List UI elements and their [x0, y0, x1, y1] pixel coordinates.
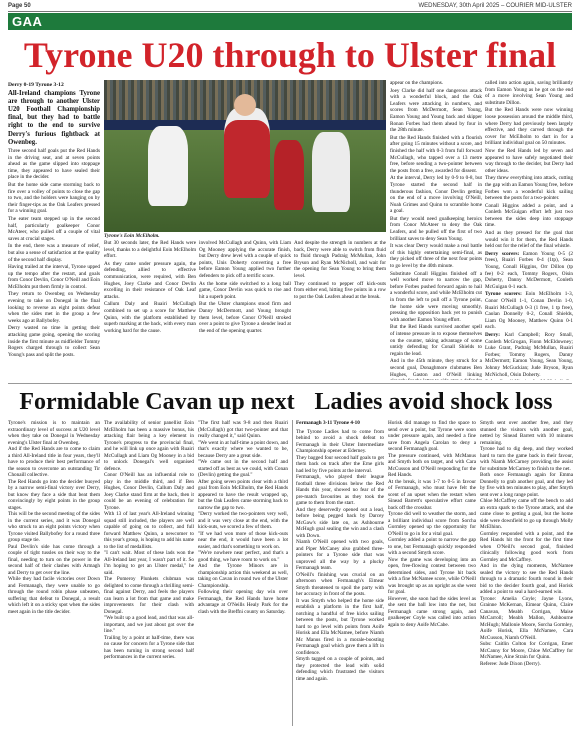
- dateline: WEDNESDAY, 30th April 2025 – COURIER MID-ULSTER: [418, 3, 572, 9]
- paragraph: And in the 45th minute, they struck for a second goal, Donaghmore clubmates Ben Hughes, Gaston and O'Neill linking: [390, 358, 482, 378]
- paragraph: At the break, it was 1-7 to 0-5 in favour of Fermanagh, who must have felt the scent of an upset when the restart when Sinead Barrett's speculative effort came back off the crossbar.: [388, 478, 476, 511]
- photo-player-tyrone: [224, 108, 270, 198]
- paragraph: appear on the champions.: [390, 80, 444, 86]
- lead-col6-body: [485, 80, 573, 250]
- lead-standfirst: All-Ireland champions Tyrone are through to another Ulster U20 Football Championship final, but they had to battle right to the end to survive Derry's furious fightback at Owenbeg.: [8, 89, 100, 146]
- lead-column-5: [390, 80, 482, 380]
- paragraph: Niamh O'Neill opened with two goals, and Piper McCaney also grabbed three-pointers for a Tyrone side that was unproved all the way by a plucky Fermanagh team.: [296, 539, 384, 571]
- paragraph: Now the Red Hands led by seven and appeared to have safely negotiated their way through to the decider, but Derry had other ideas.: [485, 147, 573, 174]
- paragraph: Tyrone did well to weather the storm, and a brilliant individual score from Sorcha Gormley opened up the opportunity for O'Neill to go in for a vital goal.: [388, 511, 476, 537]
- paragraph: Fermanagh, who played their league football three divisions below the Red Hands this year, showed no fear of the pre-match favourites as they took the game to them from the start.: [296, 474, 384, 506]
- story3-column-1: [296, 420, 384, 726]
- paragraph: Both once Fermanagh again for Emma Donnelly to grab another goal, and they led by five with ten minutes to play, after Smyth sent over a long range point.: [480, 472, 573, 498]
- paragraph: Conall Higgins added a point, and a Conleth McGuigan effort left just two between the sides deep into stoppage time.: [485, 202, 573, 229]
- lead-col1-body: [8, 148, 100, 358]
- paragraph: The pressure continued, with McManus and Smyth both on target, and with Cara McCusson and O'Neill responding for the Red Hands.: [388, 452, 476, 478]
- lead-column-1: [8, 82, 100, 382]
- paragraph: Conor O'Neill has an influential role to play in the middle third, and if Ben Hughes, Conor Devlin, Callum Daly and Joey Clarke stand firm at the back, then it could be an evening of celebration for Tyrone.: [104, 472, 194, 511]
- lineup-entry: [485, 332, 573, 378]
- paragraph: Tyrone: Amelia Coyle; Jayne Lyons, Grainne McKernan, Eimear Quinn, Claire Canavan, Meabh Corrigan, Maise McCarroll; Meabh Mallon, Ashbourne McHugh; Mallonie Moore, Sorcha Gormley, Aoife Horisk, Ella McNamee, Cara McCusson, Niamh O'Neill.: [480, 595, 573, 641]
- paragraph: They threw everything into attack, cutting the gap with an Eamon Young free, before Forbes won a wonderful kick sailing between the posts for a two-pointer.: [485, 175, 573, 202]
- story-divider: [8, 383, 572, 384]
- section-band: [8, 13, 572, 30]
- paragraph: Derry wasted no time in getting their attacking game going, opening the scoring inside the first minute as midfielder Tommy Rogers charged through to collect Sean Young's pass and split the posts.: [8, 325, 100, 358]
- paragraph: Smyth tagged on a couple of points, and they protected the lead with solid defending which frustrated the visitors time and again.: [296, 656, 384, 682]
- paragraph: called into action again, saving brilliantly from Eamon Young as he got on the end of a move involving Sean Young and substitute Dillon.: [485, 80, 573, 106]
- paragraph: And in the dying moments, McNamee sealed the victory to see the Red Hands through to a dramatic fourth round in their bid to the decider fourth goal, and Horisk added a point to seal a hard-earned win.: [480, 563, 573, 595]
- paragraph: But they would need goalkeeping heroics from Conor McAteer to deny the Oak Leafers, and he pulled off the first of two brilliant saves to deny Sean Young.: [390, 215, 482, 242]
- section-label: GAA: [12, 14, 43, 29]
- story3-headline: Ladies avoid shock loss: [314, 389, 553, 415]
- paragraph: Gormley responded with a point, and the Red Hands hit the front for the first time when O'Neill's second goal, finished clinically following good work from Gormley and McCaffrey.: [480, 530, 573, 563]
- paragraph: Callum Daly and Ruairi McCullagh combined to set up a score for Matthew Quinn, with the platform established by superb marking at the back, with every man working hard for the cause.: [104, 301, 196, 334]
- paragraph: As the home side switched to a long ball game, Conor Devlin was quick to rise and hit a superb point.: [199, 280, 291, 300]
- paragraph: The eater team stepped up in the second half, particularly goalkeeper Conor McAteer, who pulled off a couple of vital saves at crucial stages.: [8, 215, 100, 242]
- story2-column-1: [8, 420, 100, 726]
- paragraph: While they had facile victories over Down and Fermanagh, they were unable to go through the round robin phase unbeaten, suffering that defeat to Donegal, a result which left it on a sticky spot when the sides meet again in the title decider.: [8, 576, 100, 615]
- lineup-entry: [485, 379, 573, 380]
- lineup-entry: [485, 251, 573, 291]
- paragraph: Tyrone's mission is to maintain an extraordinary level of success at U20 level when they take on Donegal in Wednesday evening's Ulster final at Owenbeg.: [8, 420, 100, 446]
- paragraph: This will be the second meeting of the sides in the current series, and it was Donegal who struck to an eight points victory when Tyrone visited Ballybofey for a round three group stage tie.: [8, 511, 100, 543]
- paragraph: O'Neill's finishing was crucial on an afternoon when Fermanagh's Eimear Smyth threatened to spoil the party with her accuracy in front of the posts.: [296, 571, 384, 597]
- paragraph: involved McCullagh and Quinn, with Liam Og Mooney applying the accurate finish, but Derry drew level with a couple of quick points, Unis Doherty converting a free before Eamon Young applied two further defenders to pick off a terrific score.: [199, 240, 291, 279]
- header-rule: [8, 11, 572, 12]
- paragraph: Substitute Conall Higgins finished off a well worked move to narrow the gap, before Forbes pushed forward again to hail a wonderful score, and while McElholm cut in from the left to pull off a Tyrone point, the home side were moving smoothly, pressing the opposition back yet to punish with another Eamon Young effort.: [390, 270, 482, 323]
- paragraph: "I can't wait. Most of these lads won the All-Ireland last year, I wasn't part of it. So I'm hoping to get an Ulster medal," he said.: [104, 550, 194, 576]
- paragraph: But the Red Hands were now winning loose possession around the middle third, where Derry had previously been largely effective, and they carved through the cover for McElholm to dart in for a brilliant individual goal on 50 minutes.: [485, 107, 573, 147]
- lead-column-2: [104, 240, 196, 380]
- paragraph: Gormley added a point to narrow the gap to one, but Fermanagh quickly responded with a second Smyth score.: [388, 537, 476, 556]
- paragraph: "The first half was 9-8 and then Ruairi (McCullagh) got that two-pointer and that really changed it," said Quinn.: [198, 420, 288, 439]
- paragraph: Subs: Caitlin Colton for Corrigan, Emer McCanny for Moore, Chloe McCaffrey for McNamee, Aine Strain for Quinn.: [480, 641, 573, 660]
- story2-column-2: [104, 420, 194, 726]
- paragraph: Smyth sent over another free, and they stunned the visitors with another goal, netted by Sinead Barrett with 10 minutes remaining.: [480, 420, 573, 446]
- story2-headline: Formidable Cavan up next: [19, 389, 295, 415]
- lineup-text: [485, 379, 573, 380]
- story3-score-line: Fermanagh 3-11 Tyrone 4-10: [296, 420, 360, 426]
- paragraph: Tyrone had to dig deep, and they worked hard to turn the game back in their favour, with Niamh McCarney providing the assist for substitute McCarney to finish to the net.: [480, 446, 573, 472]
- paragraph: "If we had won more of those kick-outs near the end, it would have been a lot easier, and that's something to work on.: [198, 530, 288, 550]
- paragraph: But the Red Hands survived another spell of intense pressure in to expose themselves on the counter, taking advantage of some untidy defending for Conall Shields to regain the lead.: [390, 324, 482, 357]
- column-divider: [292, 420, 293, 726]
- paragraph: Horisk did manage to find the space to send over a point, but Tyrone were soon under pressure again, and needed a fine save from Angela Carolan to deny a second Fermanagh goal.: [388, 420, 476, 452]
- paragraph: Referee: Jude Dixon (Derry).: [480, 660, 541, 667]
- paragraph: The Tyrone Ladies had to come from behind to avoid a shock defeat to Fermanagh in their Ulster Intermediate Championship opener at Ederney.: [296, 428, 384, 454]
- paragraph: However, she soon had the sides level as she sent the ball low into the net, but Fermanagh came strong again, and goalkeeper Coyle was called into action again to deny Aoife McCabe.: [388, 595, 476, 628]
- paragraph: The Red Hands go into the decider buoyed by a narrow semi-final victory over Derry, but know they face a side that beat them convincingly by eight points in the group stages.: [8, 478, 100, 511]
- paragraph: They continued to pepper off kick-outs from either end, hitting five points in a row to put the Oak Leafers ahead at the break.: [294, 280, 386, 300]
- paragraph: With 13 of last year's All-Ireland winning squad still included, the players are well capable of going on to collect, and full forward Matthew Quinn, a newcomer to this year's group, is hoping to add his name to the list of medallists.: [104, 511, 194, 550]
- lineup-label: Derry scorers:: [485, 250, 523, 257]
- paragraph: And despite the strength in numbers at the back, Derry were able to switch from fluid to fluid through Padraig McMullan, John Bryson and Ryan McNicholl, and wait for the opening for Sean Young to bring them level.: [294, 240, 386, 279]
- paragraph: Chloe McCaffrey came off the bench to add an extra spark to the Tyrone attack, and she came close to getting a goal, but the home side were downfield to go up through Molly McElhinn.: [480, 498, 573, 530]
- paragraph: "We're nowhere near perfect, and that's a good thing, we have room to work on.": [198, 550, 288, 563]
- paragraph: "We went in at half-time a point down, and that's exactly where we wanted to be, because Derry are a great side.: [198, 439, 288, 459]
- lead-column-6: [485, 80, 573, 380]
- paragraph: Trailing by a point at half-time, there was no cause for concern for a Tyrone side that has been turning in strong second half performances in the current series.: [104, 634, 194, 660]
- paragraph: But the Red Hands finished with a flourish after going 15 minutes without a score, and finished the half with 0-3 from full forward McCullagh, who tapped over a 13 metre free, before sending a two-pointer between the posts from a free, awarded for dissent.: [390, 134, 482, 174]
- paragraph: And as they pressed for the goal that would win it for them, the Red Hands held out for the relief of the final whistle.: [485, 230, 573, 250]
- paragraph: The availability of senior panellist Eoin McElholm has been a massive bonus, his attacking flair being a key element in Tyrone's progress to the provincial final, and he will link up once again with Ruairi McCullagh and Liam Og Mooney in a bid to unlock Donegal's well organised defence.: [104, 420, 194, 472]
- paragraph: After going seven points clear with a third goal from Eoin McElholm, the Red Hands appeared to have the result wrapped up, but the Oak Leafers came storming back to narrow the gap to two.: [198, 478, 288, 511]
- team-lineups: [485, 251, 573, 380]
- lead-column-3: [199, 240, 291, 380]
- paragraph: "Derry worked the two-pointers very well, and it was very close at the end, with the kick-outs, we scored a few of them.: [198, 511, 288, 530]
- lineup-text: Eamon Young 0-5 (2 frees), Ruairi Forbes 0-4 (1tp), Sean Young, Conall Higgins, Orr Dillon (tp fee) 0-2 each, Tommy Rogers, Oisin Doherty, Danny McDermott, Conleth McGuigan 0-1 each.: [485, 250, 573, 290]
- story3-column-3: [480, 420, 573, 726]
- paragraph: Having trailed at the interval, Tyrone upped up the tempo after the restart, and goals from Conor Devlin, Conor O'Neill and Eoin McElholm put them firmly in control.: [8, 264, 100, 290]
- paragraph: It was Smyth who helped the home side establish a platform in the first half, notching a handful of free kicks sailing between the posts, but Tyrone worked hard to go level with points from Aoife Horisk and Ella McNamee, before Niamh Mc Manus fired in a morale-boosting Fermanagh goal which gave them a lift in confidence.: [296, 597, 384, 656]
- lead-column-4: [294, 240, 386, 380]
- paragraph: But 30 seconds later, the Red Hands were level, thanks to a delightful Eoin McElholm effort.: [104, 240, 196, 260]
- paragraph: "We built up a good lead, and that was all-important, and we just about got over the line.": [104, 615, 194, 634]
- paragraph: And the Tyrone Minors are in championship action this weekend as well, taking on Cavan in round two of the Ulster Championship.: [198, 563, 288, 589]
- paragraph: And if the Red Hands are to come to claim a third All-Ireland title in four years, they'll have to produce their best performance of the season to overcome an outstanding Tir Chonaill collective.: [8, 446, 100, 478]
- lineup-text: Eoin McElholm 1-3, Conor O'Neill 1-1, Conan Devlin 1-0, Ruairi McCullagh 0-3 (1 free, 1 tp free), Caolan Donnelly 0-2, Conall Shields, Liam Og Mooney, Matthew Quinn 0-1 each.: [485, 291, 573, 331]
- lineup-text: Karl Campbell; Rory Small, Conleth McGrogan, Fionn McEldowney; Luke Grant, Padraig McMullan, Ruairi Forbes; Tommy Rogers, Danny McDermott; Eamon Young, Sean Young, Johnny McGuckian; Jude Bryson, Ryan McNicholl, Oisin Doherty.: [485, 331, 573, 378]
- photo-caption: Tyrone's Eoin McElholm.: [104, 233, 160, 239]
- lineup-entry: [485, 291, 573, 331]
- paragraph: They bagged four second half goals to get them back on track after the Erne girls had led by five points at the interval.: [296, 454, 384, 474]
- paragraph: "We came out in the second half and started off as best as we could, with Conan (Devlin) getting the goal.": [198, 459, 288, 478]
- paragraph: The Pomeroy Plunkets clubman was delighted to come through a thrilling semi-final against Derry, and feels the players can learn a lot from that game and make improvements for their clash with Donegal.: [104, 576, 194, 615]
- lineup-label: Derry:: [485, 331, 505, 338]
- lead-headline: Tyrone U20 through to Ulster final: [23, 35, 557, 75]
- paragraph: Following their opening day win over Fermanagh, the Red Hands have home advantage at O'Neills Healy Park for the clash with the Breffni county on Saturday.: [198, 589, 288, 615]
- story2-column-3: [198, 420, 288, 726]
- photo-player-white: [148, 126, 188, 206]
- paragraph: Now the game was developing into an open, free-flowing contest between two determined sides, and Tyrone hit back with a fine McNamee score, while O'Neill was brought up as an upright as she went for goal.: [388, 556, 476, 595]
- paragraph: And they deservedly opened out a lead, before being pegged back by Darcey McGaw's side late on, as Ashbourne McHugh goal sealing the win and a clash with Down.: [296, 506, 384, 539]
- paragraph: In the end, there was a measure of relief, but also a sense of satisfaction at the quality of the second half display.: [8, 243, 100, 263]
- lead-score-line: Derry 0-19 Tyrone 3-12: [8, 82, 64, 88]
- paragraph: They return to Owenbeg on Wednesday evening to take on Donegal in the final looking to reverse an eight points defeat when the sides met in the group a few weeks ago at Ballybofey.: [8, 291, 100, 324]
- paragraph: As they came under pressure again, the defending, allied to effective communication, were required, with Ben Hughes, Joey Clarke and Conor Devlin excelling in their resistance of Oak Leaf attacks.: [104, 260, 196, 300]
- page-number: Page 50: [8, 3, 31, 9]
- lead-photo: [104, 80, 386, 232]
- paragraph: It was clear Derry would make a real battle of this highly entertaining semi-final, as they picked off three of the next four points to go level by the 40th minute.: [390, 243, 482, 270]
- paragraph: But the home side came storming back to fire over a volley of points to close the gap to two, and the holders were hanging on by their finger-tips as the Oak Leafers pressed for a winning goal.: [8, 181, 100, 215]
- paragraph: At the interval, Derry led by 0-9 to 0-8, but Tyrone started the second half in thunderous fashion, Conor Devlin getting on the end of a move involving O'Neill, Noah Grimes and Quinn to scramble home a goal.: [390, 175, 482, 215]
- lineup-label: [485, 379, 499, 380]
- lineup-label: Tyrone scorers:: [485, 291, 526, 298]
- story3-column-2: [388, 420, 476, 726]
- paragraph: Paul Devlin's side has come through a couple of tight tussles on their way to the final, needing to turn on the power in the second half of their clashes with Armagh and Derry to get over the line.: [8, 543, 100, 576]
- photo-player-tyrone-2: [274, 140, 304, 210]
- paragraph: Three second half goals put the Red Hands in the driving seat, and at seven points ahead as the game slipped into stoppage time, they appeared to have sealed their place in the decider.: [8, 148, 100, 181]
- photo-player-white-2: [312, 132, 350, 212]
- paragraph: Joey Clarke did half one dangerous attack with a wonderful block, and the Oak Leafers were attacking in numbers, and scores from McDermott, Sean Young, Eamon Young and Young back and skipper Ronan Forbes had them ahead by four in the 28th minute.: [390, 87, 482, 134]
- paragraph: But the Ulster champions stood firm and Danny McDermott, and Young brought them level, before Conor O'Neill stroked over a point to give Tyrone a slender lead at the end of the opening quarter.: [199, 301, 291, 334]
